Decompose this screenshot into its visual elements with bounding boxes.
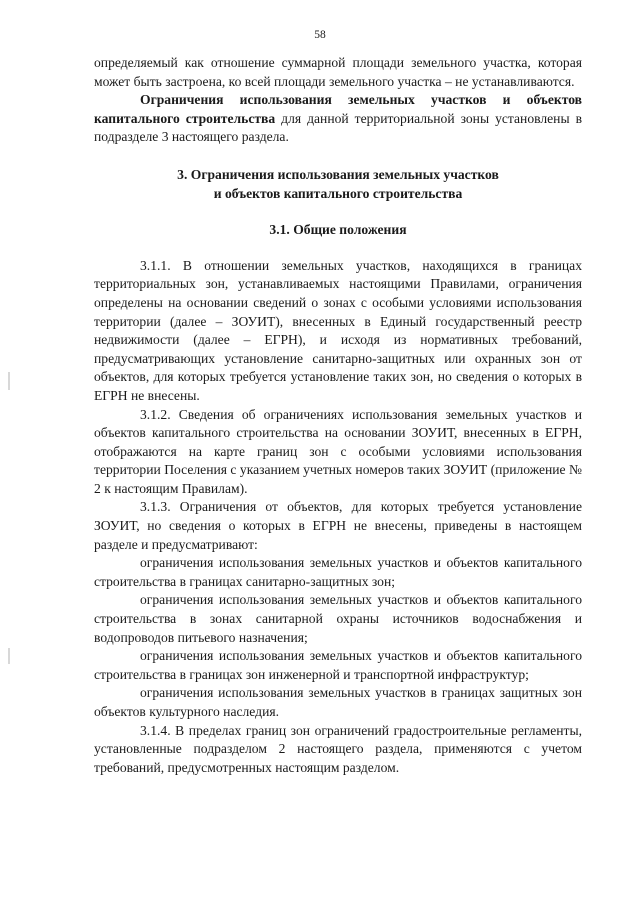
section-title-line-2: и объектов капитального строительства (213, 185, 463, 201)
intro-paragraph-2-bold: Ограничения использования земельных участков и объектов капитального строительства (94, 92, 582, 126)
intro-paragraph-2 (94, 91, 582, 147)
paragraph-3-1-1: 3.1.1. В отношении земельных участков, находящихся в границах территориальных зон, устанавливаемых настоящими Правилами, ограничения определены на основании сведений о зонах с особыми условиями использования территории (далее – ЗОУИТ), внесенных в Единый государственный реестр недвижимости (далее – ЕГРН), и исходя из нормативных требований, предусматривающих установление санитарно-защитных или охранных зон от объектов, для которых требуется установление таких зон, но сведения о которых в ЕГРН не внесены. (94, 257, 582, 403)
scan-artifact (8, 648, 10, 664)
paragraph-3-1-2: 3.1.2. Сведения об ограничениях использования земельных участков и объектов капитального строительства на основании ЗОУИТ, внесенных в ЕГРН, отображаются на карте границ зон с особыми условиями использования территории Поселения с указанием учетных номеров таких ЗОУИТ (приложение № 2 к настоящим Правилам). (94, 406, 582, 496)
section-title-line-1: 3. Ограничения использования земельных участков (177, 166, 499, 182)
intro-paragraph-2-rest: для данной территориальной зоны установлены в подразделе 3 настоящего раздела. (94, 110, 582, 145)
spacer (94, 240, 582, 257)
list-item-water-protection: ограничения использования земельных участков и объектов капитального строительства в зонах санитарной охраны источников водоснабжения и водопроводов питьевого назначения; (94, 592, 582, 645)
list-item-infrastructure: ограничения использования земельных участков и объектов капитального строительства в границах зон инженерной и транспортной инфраструктур; (94, 648, 582, 682)
paragraph-3-1-3: 3.1.3. Ограничения от объектов, для которых требуется установление ЗОУИТ, но сведения о которых в ЕГРН не внесены, приведены в настоящем разделе и предусматривают: (94, 499, 582, 552)
scan-artifact (8, 372, 10, 390)
list-item-cultural-heritage: ограничения использования земельных участков в границах защитных зон объектов культурного наследия. (94, 685, 582, 719)
subsection-title: 3.1. Общие положения (269, 222, 407, 238)
document-body (94, 54, 582, 777)
list-item-sanitary-zones: ограничения использования земельных участков и объектов капитального строительства в границах санитарно-защитных зон; (94, 555, 582, 589)
page-number: 58 (314, 29, 326, 41)
paragraph-3-1-4: 3.1.4. В пределах границ зон ограничений градостроительные регламенты, установленные подразделом 2 настоящего раздела, применяются с учетом требований, предусмотренных настоящим разделом. (94, 722, 582, 775)
spacer (94, 147, 582, 166)
intro-paragraph-1: определяемый как отношение суммарной площади земельного участка, которая может быть застроена, ко всей площади земельного участка – не устанавливаются. (94, 55, 582, 89)
spacer (94, 203, 582, 221)
